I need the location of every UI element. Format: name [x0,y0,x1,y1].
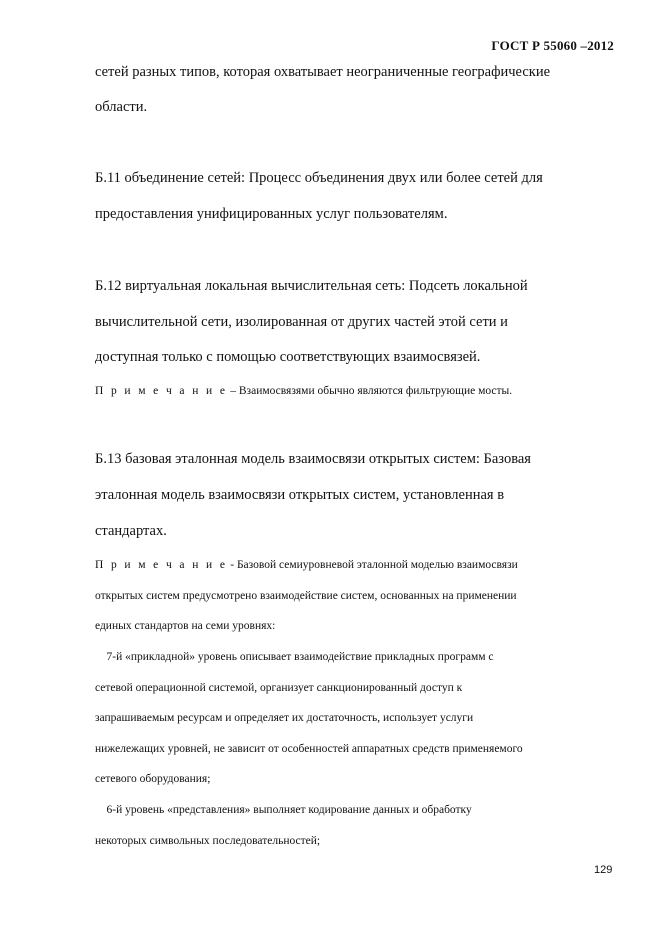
term-b11-line: предоставления унифицированных услуг пользователям. [95,206,448,222]
note-line: 7-й «прикладной» уровень описывает взаимодействие прикладных программ с [95,651,494,663]
term-b12-line: вычислительной сети, изолированная от других частей этой сети и [95,314,508,330]
note-line [95,559,518,571]
term-b13-line: стандартах. [95,523,167,539]
note-line: некоторых символьных последовательностей; [95,835,321,847]
term-b13-line: Б.13 базовая эталонная модель взаимосвязи открытых систем: Базовая [95,451,531,467]
note-line: единых стандартов на семи уровнях: [95,620,276,632]
note-line: сетевой операционной системой, организует санкционированный доступ к [95,682,463,694]
note-line [95,385,512,397]
note-text: – Взаимосвязями обычно являются фильтрующие мосты. [227,385,513,397]
note-line: нижележащих уровней, не зависит от особенностей аппаратных средств применяемого [95,743,523,755]
term-b13-line: эталонная модель взаимосвязи открытых систем, установленная в [95,487,505,503]
term-b12-line: доступная только с помощью соответствующих взаимосвязей. [95,349,481,365]
note-line: 6-й уровень «представления» выполняет кодирование данных и обработку [95,804,472,816]
paragraph-line: сетей разных типов, которая охватывает неограниченные географические [95,64,551,80]
note-label: П р и м е ч а н и е [95,385,228,397]
document-header: ГОСТ Р 55060 –2012 [491,38,614,53]
note-line: запрашиваемым ресурсам и определяет их достаточность, использует услуги [95,712,474,724]
page-number: 129 [594,864,613,876]
paragraph-line: области. [95,99,148,115]
term-b11-line: Б.11 объединение сетей: Процесс объединения двух или более сетей для [95,170,543,186]
note-label: П р и м е ч а н и е [95,559,228,571]
note-text: - Базовой семиуровневой эталонной моделью взаимосвязи [227,559,518,571]
term-b12-line: Б.12 виртуальная локальная вычислительная сеть: Подсеть локальной [95,278,528,294]
note-line: сетевого оборудования; [95,773,211,785]
note-line: открытых систем предусмотрено взаимодействие систем, основанных на применении [95,590,517,602]
